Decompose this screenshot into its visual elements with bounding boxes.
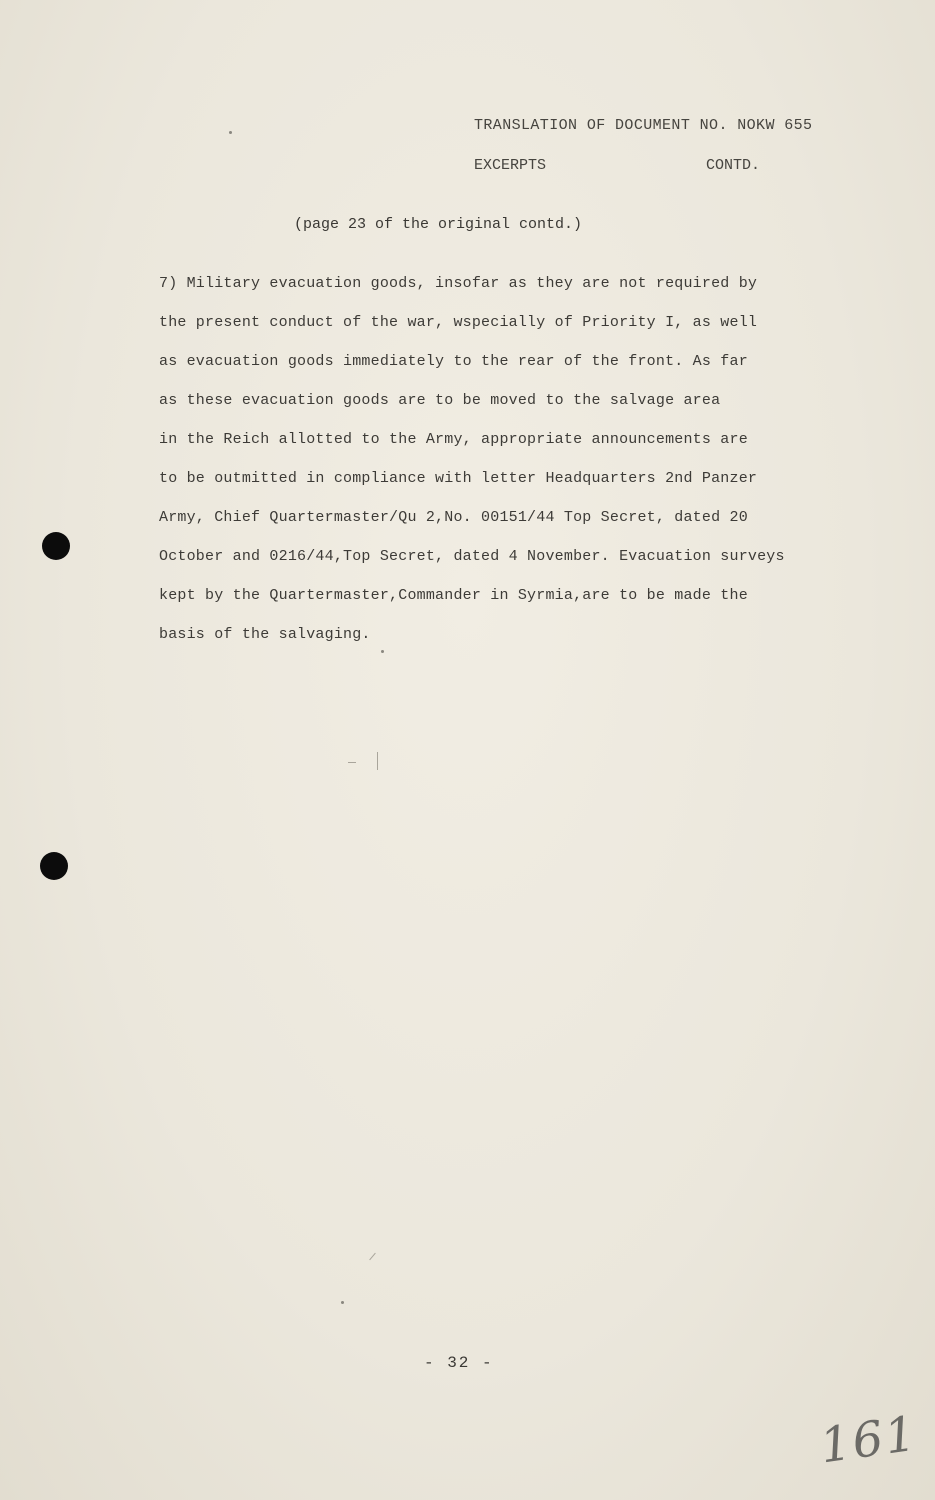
body-line: to be outmitted in compliance with letter Headquarters 2nd Panzer — [159, 470, 758, 487]
page-reference: (page 23 of the original contd.) — [294, 216, 583, 233]
body-line: October and 0216/44,Top Secret, dated 4 November. Evacuation surveys — [159, 548, 785, 565]
body-line: as these evacuation goods are to be moved to the salvage area — [159, 392, 721, 409]
page-number: - 32 - — [424, 1354, 494, 1372]
body-line: 7) Military evacuation goods, insofar as they are not required by — [159, 275, 758, 292]
punch-hole-upper — [42, 532, 70, 560]
paper-speck — [229, 131, 232, 134]
paper-mark — [369, 1253, 376, 1261]
paper-speck — [381, 650, 384, 653]
body-line: as evacuation goods immediately to the rear of the front. As far — [159, 353, 748, 370]
body-line: in the Reich allotted to the Army, appropriate announcements are — [159, 431, 748, 448]
handwritten-archive-number: 161 — [816, 1405, 922, 1475]
excerpts-label: EXCERPTS — [474, 157, 547, 174]
punch-hole-lower — [40, 852, 68, 880]
body-paragraph — [159, 273, 839, 663]
body-line: basis of the salvaging. — [159, 626, 371, 643]
paper-speck — [341, 1301, 344, 1304]
body-line: Army, Chief Quartermaster/Qu 2,No. 00151/44 Top Secret, dated 20 — [159, 509, 748, 526]
paper-mark — [377, 752, 378, 770]
body-line: the present conduct of the war, wspecially of Priority I, as well — [159, 314, 758, 331]
document-title: TRANSLATION OF DOCUMENT NO. NOKW 655 — [474, 117, 813, 134]
body-line: kept by the Quartermaster,Commander in Syrmia,are to be made the — [159, 587, 748, 604]
paper-mark — [348, 762, 356, 763]
contd-label: CONTD. — [706, 157, 761, 174]
